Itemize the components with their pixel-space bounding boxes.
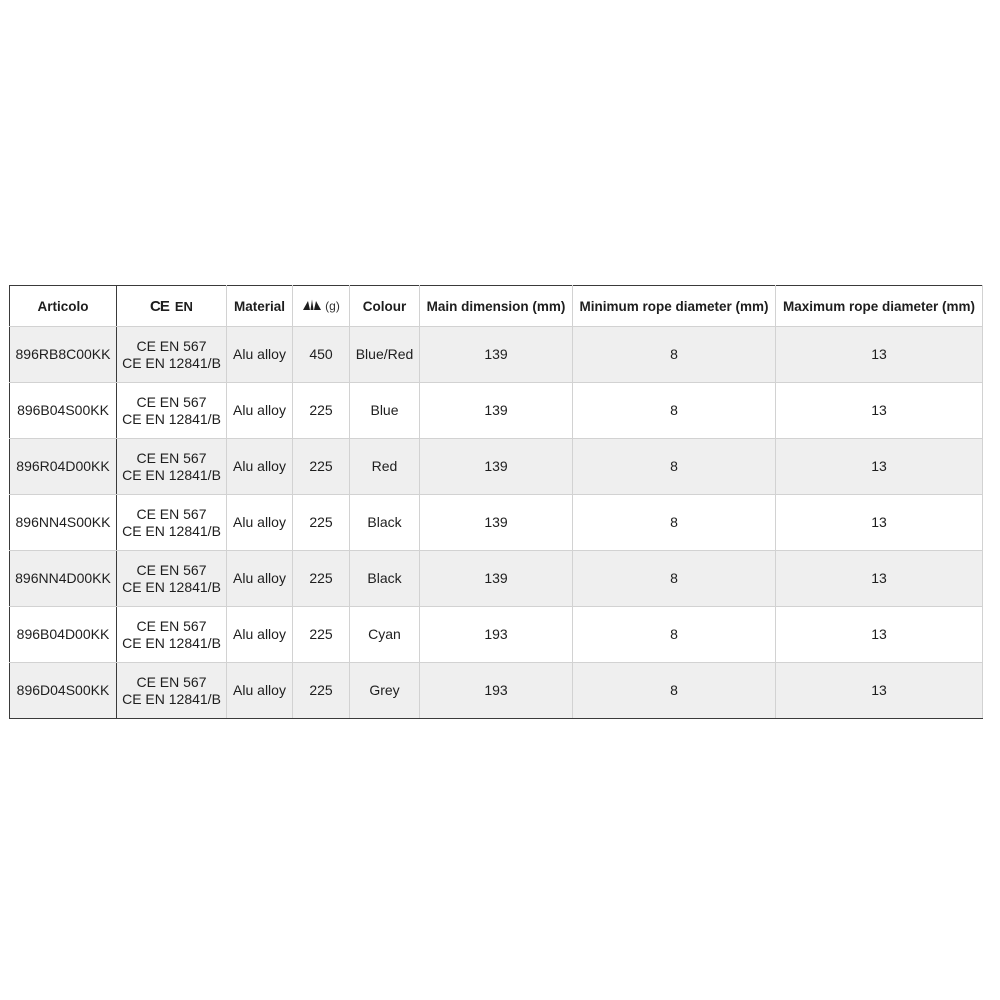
table-row xyxy=(10,439,983,495)
cell-article: 896NN4D00KK xyxy=(10,551,117,607)
cell-main-dimension: 139 xyxy=(420,327,573,383)
en-mark-label: EN xyxy=(174,298,193,314)
cell-colour: Cyan xyxy=(350,607,420,663)
cell-main-dimension: 193 xyxy=(420,663,573,719)
cell-colour: Grey xyxy=(350,663,420,719)
table-row xyxy=(10,551,983,607)
cell-material: Alu alloy xyxy=(227,551,293,607)
cell-colour: Black xyxy=(350,551,420,607)
cert-line: CE EN 567 xyxy=(136,673,207,690)
cell-max-rope: 13 xyxy=(776,551,983,607)
cert-line: CE EN 12841/B xyxy=(122,354,221,371)
cell-certification xyxy=(117,551,227,607)
product-spec-table xyxy=(9,285,983,719)
cell-min-rope: 8 xyxy=(573,383,776,439)
cell-main-dimension: 139 xyxy=(420,439,573,495)
cert-line: CE EN 567 xyxy=(136,617,207,634)
header-article: Articolo xyxy=(10,286,117,327)
header-row xyxy=(10,286,983,327)
table-body xyxy=(10,327,983,719)
cell-colour: Black xyxy=(350,495,420,551)
table-row xyxy=(10,663,983,719)
cell-material: Alu alloy xyxy=(227,327,293,383)
cell-main-dimension: 193 xyxy=(420,607,573,663)
cert-line: CE EN 567 xyxy=(136,449,207,466)
cell-weight: 225 xyxy=(293,439,350,495)
cert-line: CE EN 567 xyxy=(136,393,207,410)
cert-line: CE EN 567 xyxy=(136,337,207,354)
cert-line: CE EN 567 xyxy=(136,561,207,578)
cell-certification xyxy=(117,439,227,495)
cell-colour: Blue xyxy=(350,383,420,439)
cell-certification xyxy=(117,383,227,439)
cert-line: CE EN 567 xyxy=(136,505,207,522)
cell-colour: Red xyxy=(350,439,420,495)
cell-main-dimension: 139 xyxy=(420,383,573,439)
cell-max-rope: 13 xyxy=(776,383,983,439)
table-header xyxy=(10,286,983,327)
cell-main-dimension: 139 xyxy=(420,495,573,551)
header-weight xyxy=(293,286,350,327)
cert-line: CE EN 12841/B xyxy=(122,578,221,595)
cell-material: Alu alloy xyxy=(227,383,293,439)
header-certification xyxy=(117,286,227,327)
header-min-rope-diameter: Minimum rope diameter (mm) xyxy=(573,286,776,327)
header-material: Material xyxy=(227,286,293,327)
cert-line: CE EN 12841/B xyxy=(122,690,221,707)
cell-min-rope: 8 xyxy=(573,327,776,383)
cert-line: CE EN 12841/B xyxy=(122,634,221,651)
cell-article: 896B04D00KK xyxy=(10,607,117,663)
cell-max-rope: 13 xyxy=(776,439,983,495)
cert-line: CE EN 12841/B xyxy=(122,522,221,539)
cell-min-rope: 8 xyxy=(573,495,776,551)
cell-material: Alu alloy xyxy=(227,663,293,719)
cell-weight: 225 xyxy=(293,495,350,551)
table-row xyxy=(10,327,983,383)
cell-material: Alu alloy xyxy=(227,439,293,495)
ce-mark-icon: CE xyxy=(150,297,169,315)
cell-article: 896RB8C00KK xyxy=(10,327,117,383)
cell-weight: 450 xyxy=(293,327,350,383)
weight-unit: (g) xyxy=(325,299,340,313)
weight-scale-icon xyxy=(302,298,322,315)
cell-certification xyxy=(117,607,227,663)
cell-max-rope: 13 xyxy=(776,327,983,383)
cell-certification xyxy=(117,495,227,551)
cell-weight: 225 xyxy=(293,607,350,663)
cell-min-rope: 8 xyxy=(573,439,776,495)
header-max-rope-diameter: Maximum rope diameter (mm) xyxy=(776,286,983,327)
cell-colour: Blue/Red xyxy=(350,327,420,383)
cell-max-rope: 13 xyxy=(776,607,983,663)
cell-material: Alu alloy xyxy=(227,495,293,551)
table-row xyxy=(10,607,983,663)
cell-material: Alu alloy xyxy=(227,607,293,663)
cell-main-dimension: 139 xyxy=(420,551,573,607)
header-colour: Colour xyxy=(350,286,420,327)
cell-min-rope: 8 xyxy=(573,551,776,607)
cell-article: 896NN4S00KK xyxy=(10,495,117,551)
cell-weight: 225 xyxy=(293,383,350,439)
header-main-dimension: Main dimension (mm) xyxy=(420,286,573,327)
table-row xyxy=(10,495,983,551)
cell-article: 896D04S00KK xyxy=(10,663,117,719)
cell-weight: 225 xyxy=(293,663,350,719)
cert-line: CE EN 12841/B xyxy=(122,466,221,483)
cell-certification xyxy=(117,663,227,719)
cell-article: 896R04D00KK xyxy=(10,439,117,495)
cell-min-rope: 8 xyxy=(573,607,776,663)
cell-weight: 225 xyxy=(293,551,350,607)
cell-certification xyxy=(117,327,227,383)
cert-line: CE EN 12841/B xyxy=(122,410,221,427)
table-row xyxy=(10,383,983,439)
cell-max-rope: 13 xyxy=(776,663,983,719)
cell-min-rope: 8 xyxy=(573,663,776,719)
cell-max-rope: 13 xyxy=(776,495,983,551)
cell-article: 896B04S00KK xyxy=(10,383,117,439)
